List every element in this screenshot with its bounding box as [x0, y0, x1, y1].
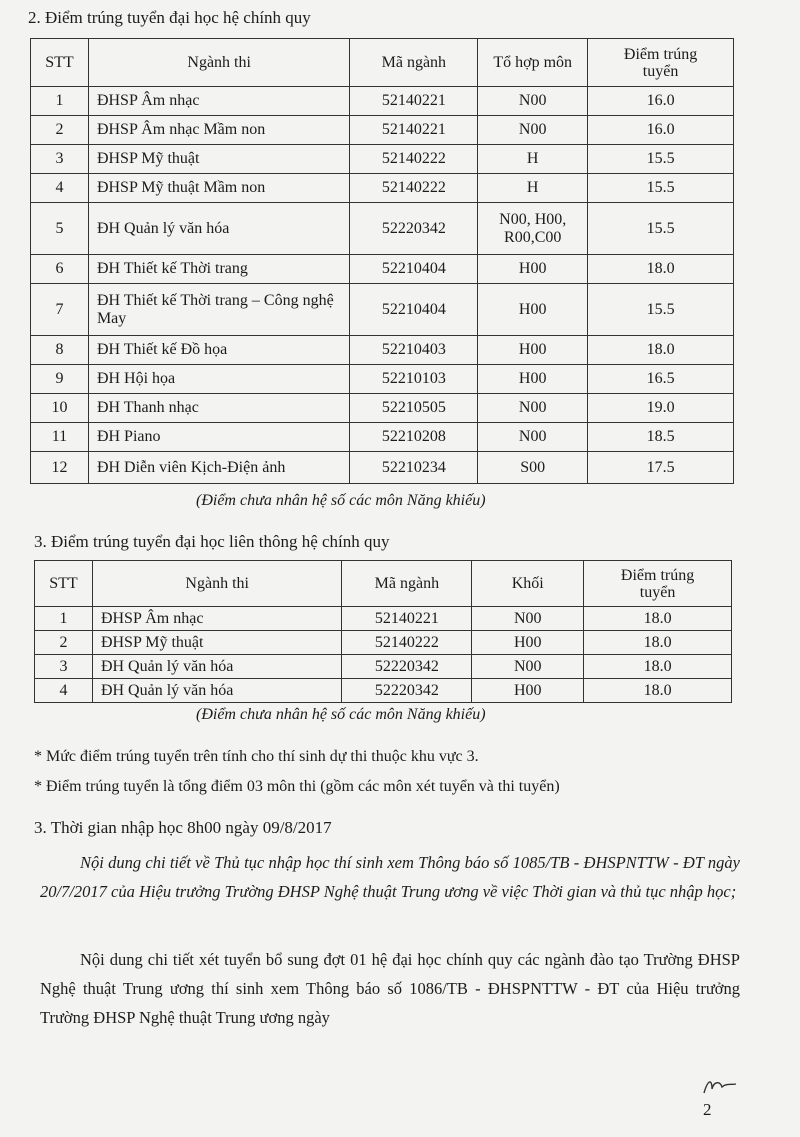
table-row — [31, 203, 734, 255]
cell-ma: 52140222 — [342, 631, 472, 655]
bullet-total-score-note: * Điểm trúng tuyển là tổng điểm 03 môn thi (gồm các môn xét tuyển và thi tuyển) — [34, 778, 560, 795]
cell-stt: 2 — [31, 116, 89, 145]
cell-tohop: N00 — [478, 394, 588, 423]
cell-khoi: H00 — [472, 679, 584, 703]
cell-khoi: H00 — [472, 631, 584, 655]
cell-ma: 52140221 — [350, 116, 478, 145]
cell-ma: 52220342 — [350, 203, 478, 255]
cell-nganh: ĐHSP Mỹ thuật — [92, 631, 342, 655]
initials-mark — [700, 1075, 740, 1097]
table-row — [31, 87, 734, 116]
cell-nganh: ĐH Thiết kế Thời trang — [88, 255, 349, 284]
col-header-stt: STT — [35, 561, 93, 607]
cell-diem: 18.5 — [588, 423, 734, 452]
section2-heading: 2. Điểm trúng tuyển đại học hệ chính quy — [28, 8, 311, 27]
cell-ma: 52210208 — [350, 423, 478, 452]
cell-tohop: H — [478, 145, 588, 174]
col-header-nganh: Ngành thi — [88, 39, 349, 87]
cell-diem: 18.0 — [584, 679, 732, 703]
cell-ma: 52140221 — [350, 87, 478, 116]
cell-stt: 3 — [31, 145, 89, 174]
cell-diem: 18.0 — [588, 255, 734, 284]
table-row — [31, 336, 734, 365]
cell-diem: 18.0 — [584, 655, 732, 679]
cell-tohop: H00 — [478, 284, 588, 336]
cell-diem: 16.0 — [588, 87, 734, 116]
cell-diem: 18.0 — [584, 607, 732, 631]
cell-tohop: N00 — [478, 116, 588, 145]
cell-diem: 18.0 — [588, 336, 734, 365]
cell-diem: 15.5 — [588, 203, 734, 255]
cell-nganh: ĐH Thanh nhạc — [88, 394, 349, 423]
cell-stt: 1 — [31, 87, 89, 116]
cell-stt: 5 — [31, 203, 89, 255]
cell-stt: 10 — [31, 394, 89, 423]
cell-nganh: ĐHSP Mỹ thuật — [88, 145, 349, 174]
enrollment-procedure-paragraph: Nội dung chi tiết về Thủ tục nhập học thí sinh xem Thông báo số 1085/TB - ĐHSPNTTW - ĐT ngày 20/7/2017 của Hiệu trưởng Trường ĐHSP Nghệ thuật Trung ương về việc Thời gian và thủ tục nhập học; — [40, 853, 740, 901]
cell-diem: 19.0 — [588, 394, 734, 423]
cell-tohop: H00 — [478, 365, 588, 394]
table-row — [31, 255, 734, 284]
cell-ma: 52210505 — [350, 394, 478, 423]
page-number: 2 — [703, 1100, 712, 1119]
table-row — [31, 145, 734, 174]
cell-diem: 15.5 — [588, 145, 734, 174]
col-header-tohop: Tổ hợp môn — [478, 39, 588, 87]
cell-ma: 52210404 — [350, 255, 478, 284]
cell-stt: 1 — [35, 607, 93, 631]
cell-nganh: ĐH Thiết kế Đồ họa — [88, 336, 349, 365]
cell-ma: 52140222 — [350, 174, 478, 203]
cell-khoi: N00 — [472, 607, 584, 631]
cell-ma: 52220342 — [342, 679, 472, 703]
cell-tohop: N00, H00, R00,C00 — [478, 203, 588, 255]
col-header-diem: Điểm trúng tuyển — [588, 39, 734, 87]
col-header-diem: Điểm trúng tuyển — [584, 561, 732, 607]
table-row — [31, 174, 734, 203]
cell-tohop: H — [478, 174, 588, 203]
cell-diem: 17.5 — [588, 452, 734, 484]
table-row — [31, 394, 734, 423]
cell-diem: 15.5 — [588, 284, 734, 336]
cell-ma: 52210404 — [350, 284, 478, 336]
cell-tohop: S00 — [478, 452, 588, 484]
table-row — [31, 116, 734, 145]
cell-nganh: ĐH Diễn viên Kịch-Điện ảnh — [88, 452, 349, 484]
table-row — [31, 452, 734, 484]
supplementary-admission-paragraph — [40, 945, 740, 1032]
col-header-ma: Mã ngành — [342, 561, 472, 607]
table-row — [31, 423, 734, 452]
table-row — [35, 631, 732, 655]
cell-stt: 8 — [31, 336, 89, 365]
cell-khoi: N00 — [472, 655, 584, 679]
supplementary-admission-text: Nội dung chi tiết xét tuyển bổ sung đợt 01 hệ đại học chính quy các ngành đào tạo Trường ĐHSP Nghệ thuật Trung ương thí sinh xem Thông báo số 1086/TB - ĐHSPNTTW - ĐT của Hiệu trưởng Trường ĐHSP Nghệ thuật Trung ương ngày — [40, 950, 740, 1027]
cell-nganh: ĐH Quản lý văn hóa — [92, 679, 342, 703]
cell-nganh: ĐH Quản lý văn hóa — [92, 655, 342, 679]
table-row — [35, 655, 732, 679]
section2-note: (Điểm chưa nhân hệ số các môn Năng khiếu) — [196, 492, 486, 509]
section3-note: (Điểm chưa nhân hệ số các môn Năng khiếu) — [196, 706, 486, 723]
cell-nganh: ĐHSP Âm nhạc Mầm non — [88, 116, 349, 145]
cell-tohop: H00 — [478, 255, 588, 284]
cell-diem: 16.0 — [588, 116, 734, 145]
enrollment-time-heading: 3. Thời gian nhập học 8h00 ngày 09/8/2017 — [34, 818, 332, 837]
cell-nganh: ĐH Hội họa — [88, 365, 349, 394]
table-row — [35, 679, 732, 703]
cell-nganh: ĐH Piano — [88, 423, 349, 452]
cell-ma: 52210234 — [350, 452, 478, 484]
cell-nganh: ĐHSP Mỹ thuật Mầm non — [88, 174, 349, 203]
table-row — [31, 284, 734, 336]
cell-stt: 11 — [31, 423, 89, 452]
table-row — [35, 607, 732, 631]
table-row — [31, 365, 734, 394]
cell-tohop: N00 — [478, 87, 588, 116]
cell-tohop: H00 — [478, 336, 588, 365]
table-header-row — [31, 39, 734, 87]
cell-diem: 16.5 — [588, 365, 734, 394]
col-header-nganh: Ngành thi — [92, 561, 342, 607]
cell-stt: 4 — [31, 174, 89, 203]
cell-nganh: ĐHSP Âm nhạc — [88, 87, 349, 116]
cell-diem: 15.5 — [588, 174, 734, 203]
cell-nganh: ĐH Quản lý văn hóa — [88, 203, 349, 255]
admission-table — [30, 38, 734, 484]
cell-ma: 52210403 — [350, 336, 478, 365]
cell-stt: 3 — [35, 655, 93, 679]
bullet-region-note: * Mức điểm trúng tuyển trên tính cho thí sinh dự thi thuộc khu vực 3. — [34, 748, 479, 765]
section3-heading: 3. Điểm trúng tuyển đại học liên thông hệ chính quy — [34, 532, 390, 551]
cell-nganh: ĐH Thiết kế Thời trang – Công nghệ May — [88, 284, 349, 336]
cell-stt: 9 — [31, 365, 89, 394]
cell-ma: 52210103 — [350, 365, 478, 394]
cell-ma: 52140221 — [342, 607, 472, 631]
liaison-admission-table — [34, 560, 732, 703]
cell-stt: 7 — [31, 284, 89, 336]
cell-stt: 2 — [35, 631, 93, 655]
cell-ma: 52220342 — [342, 655, 472, 679]
cell-diem: 18.0 — [584, 631, 732, 655]
cell-tohop: N00 — [478, 423, 588, 452]
col-header-stt: STT — [31, 39, 89, 87]
cell-stt: 4 — [35, 679, 93, 703]
table-header-row — [35, 561, 732, 607]
col-header-ma: Mã ngành — [350, 39, 478, 87]
cell-ma: 52140222 — [350, 145, 478, 174]
cell-nganh: ĐHSP Âm nhạc — [92, 607, 342, 631]
cell-stt: 12 — [31, 452, 89, 484]
col-header-khoi: Khối — [472, 561, 584, 607]
cell-stt: 6 — [31, 255, 89, 284]
